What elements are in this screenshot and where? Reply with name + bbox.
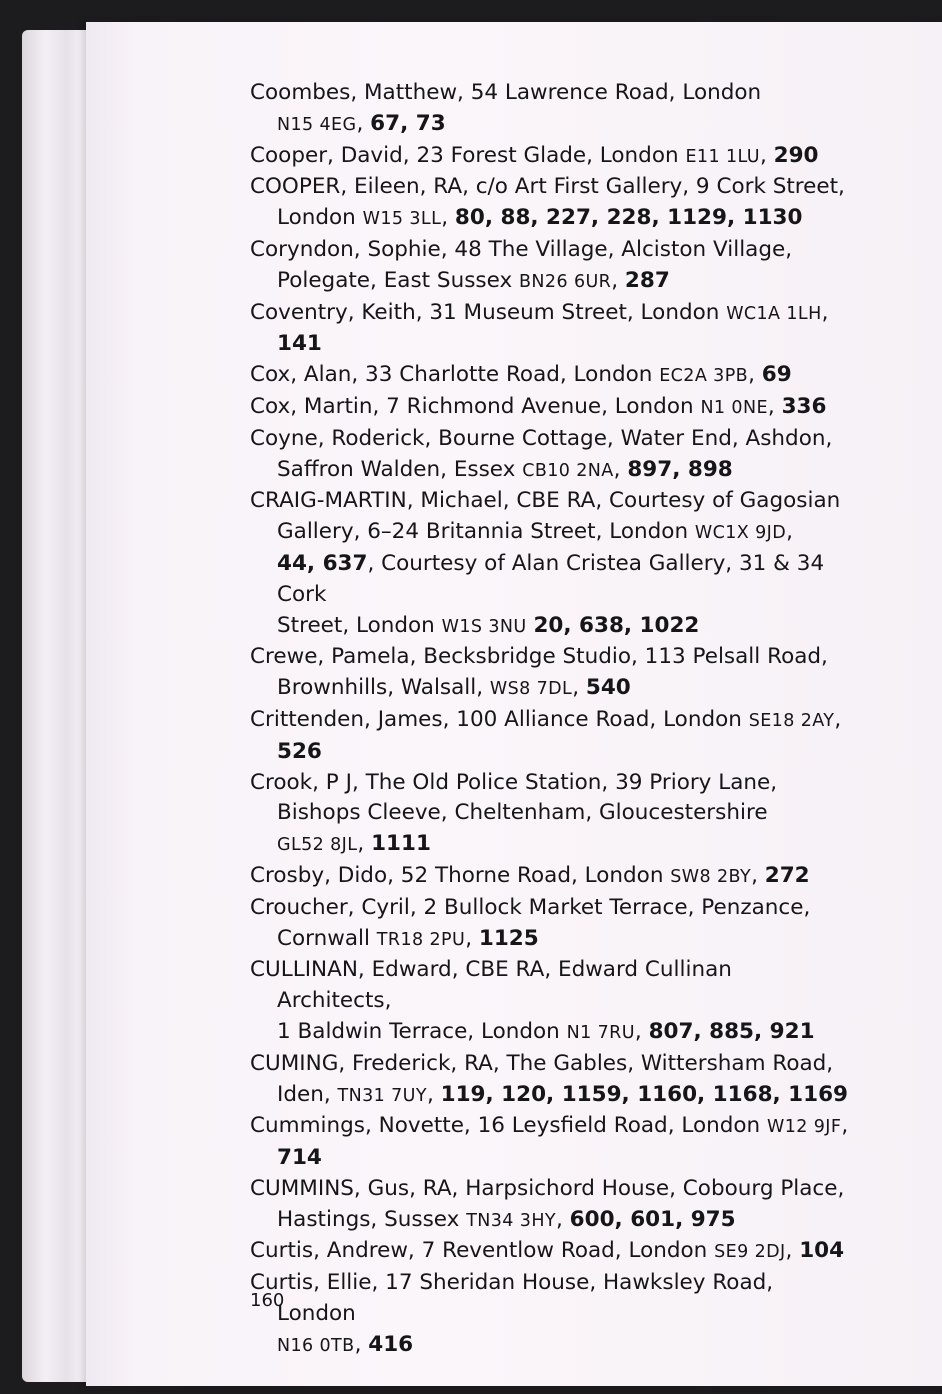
index-entry: Cummings, Novette, 16 Leysfield Road, London W12 9JF, 714 <box>250 1113 849 1171</box>
page-refs: 897, 898 <box>627 456 733 482</box>
postcode: W1S 3NU <box>441 616 527 637</box>
index-entry: Cox, Alan, 33 Charlotte Road, London EC2A 3PB, 69 <box>250 362 792 388</box>
page-refs: 807, 885, 921 <box>648 1018 815 1044</box>
index-entry: Croucher, Cyril, 2 Bullock Market Terrace, Penzance, Cornwall TR18 2PU, 1125 <box>250 894 811 951</box>
index-entry: Coventry, Keith, 31 Museum Street, London WC1A 1LH, 141 <box>250 299 829 357</box>
postcode: CB10 2NA <box>522 460 614 481</box>
postcode: TR18 2PU <box>376 929 466 950</box>
index-entries <box>250 78 850 1362</box>
postcode: WS8 7DL <box>489 679 573 700</box>
page-refs: 44, 637 <box>277 550 368 576</box>
postcode: W15 3LL <box>362 209 442 230</box>
page-refs: 119, 120, 1159, 1160, 1168, 1169 <box>440 1081 849 1107</box>
postcode: SE18 2AY <box>748 710 835 731</box>
page-refs: 104 <box>799 1238 845 1264</box>
postcode: SE9 2DJ <box>714 1242 786 1263</box>
postcode: N16 0TB <box>277 1335 355 1356</box>
page-refs: 290 <box>773 142 819 168</box>
postcode: E11 1LU <box>685 146 760 167</box>
page-refs: 600, 601, 975 <box>569 1206 736 1232</box>
page-refs: 416 <box>368 1331 414 1357</box>
page-refs: 20, 638, 1022 <box>533 612 700 638</box>
index-entry: Crosby, Dido, 52 Thorne Road, London SW8 2BY, 272 <box>250 862 810 888</box>
postcode: TN34 3HY <box>466 1210 556 1231</box>
postcode: N15 4EG <box>277 114 357 135</box>
index-entry: Curtis, Andrew, 7 Reventlow Road, London SE9 2DJ, 104 <box>250 1238 845 1264</box>
index-entry: Curtis, Ellie, 17 Sheridan House, Hawksley Road, London N16 0TB, 416 <box>250 1270 774 1357</box>
page-refs: 287 <box>624 267 670 293</box>
page-refs: 540 <box>585 675 631 701</box>
index-entry: Crittenden, James, 100 Alliance Road, London SE18 2AY, 526 <box>250 706 842 764</box>
postcode: W12 9JF <box>767 1117 842 1138</box>
postcode: TN31 7UY <box>337 1085 427 1106</box>
index-entry: CULLINAN, Edward, CBE RA, Edward Cullinan Architects, 1 Baldwin Terrace, London N1 7RU, 807, 885, 921 <box>250 957 815 1044</box>
page-refs: 1125 <box>478 925 539 951</box>
index-entry: Crewe, Pamela, Becksbridge Studio, 113 Pelsall Road, Brownhills, Walsall, WS8 7DL, 540 <box>250 644 828 701</box>
postcode: WC1X 9JD <box>694 523 787 544</box>
postcode: N1 0NE <box>700 397 768 418</box>
page-refs: 67, 73 <box>370 110 446 136</box>
index-entry: Coryndon, Sophie, 48 The Village, Alciston Village, Polegate, East Sussex BN26 6UR, 287 <box>250 236 793 293</box>
page-refs: 69 <box>761 362 792 388</box>
index-entry: Crook, P J, The Old Police Station, 39 Priory Lane, Bishops Cleeve, Cheltenham, Gloucestershire GL52 8JL, 1111 <box>250 769 778 857</box>
page-refs: 714 <box>277 1145 322 1171</box>
index-entry: COOPER, Eileen, RA, c/o Art First Gallery, 9 Cork Street, London W15 3LL, 80, 88, 227, 228, 1129, 1130 <box>250 174 845 231</box>
index-entry: CUMING, Frederick, RA, The Gables, Wittersham Road, Iden, TN31 7UY, 119, 120, 1159, 1160, 1168, 1169 <box>250 1050 849 1107</box>
page-refs: 141 <box>277 331 322 357</box>
page-refs: 526 <box>277 738 322 764</box>
postcode: N1 7RU <box>566 1022 635 1043</box>
index-entry: CRAIG-MARTIN, Michael, CBE RA, Courtesy of Gagosian Gallery, 6–24 Britannia Street, London WC1X 9JD, 44, 637, Courtesy of Alan Cristea Gallery, 31 & 34 Cork Street, London W1S 3NU 20, 638, 1022 <box>250 488 841 638</box>
page-refs: 1111 <box>371 831 431 857</box>
index-entry: Cooper, David, 23 Forest Glade, London E11 1LU, 290 <box>250 142 819 168</box>
page-refs: 336 <box>781 393 827 419</box>
index-entry: Coombes, Matthew, 54 Lawrence Road, London N15 4EG, 67, 73 <box>250 80 762 136</box>
index-entry: Cox, Martin, 7 Richmond Avenue, London N1 0NE, 336 <box>250 393 827 419</box>
index-entry: CUMMINS, Gus, RA, Harpsichord House, Cobourg Place, Hastings, Sussex TN34 3HY, 600, 601, 975 <box>250 1175 845 1232</box>
postcode: SW8 2BY <box>670 866 752 887</box>
postcode: EC2A 3PB <box>659 366 749 387</box>
page-refs: 80, 88, 227, 228, 1129, 1130 <box>454 205 803 231</box>
postcode: GL52 8JL <box>277 835 358 856</box>
index-entry: Coyne, Roderick, Bourne Cottage, Water End, Ashdon, Saffron Walden, Essex CB10 2NA, 897, 898 <box>250 425 833 482</box>
page-refs: 272 <box>764 862 810 888</box>
postcode: BN26 6UR <box>519 271 612 292</box>
page-number: 160 <box>250 1290 285 1311</box>
postcode: WC1A 1LH <box>726 303 822 324</box>
